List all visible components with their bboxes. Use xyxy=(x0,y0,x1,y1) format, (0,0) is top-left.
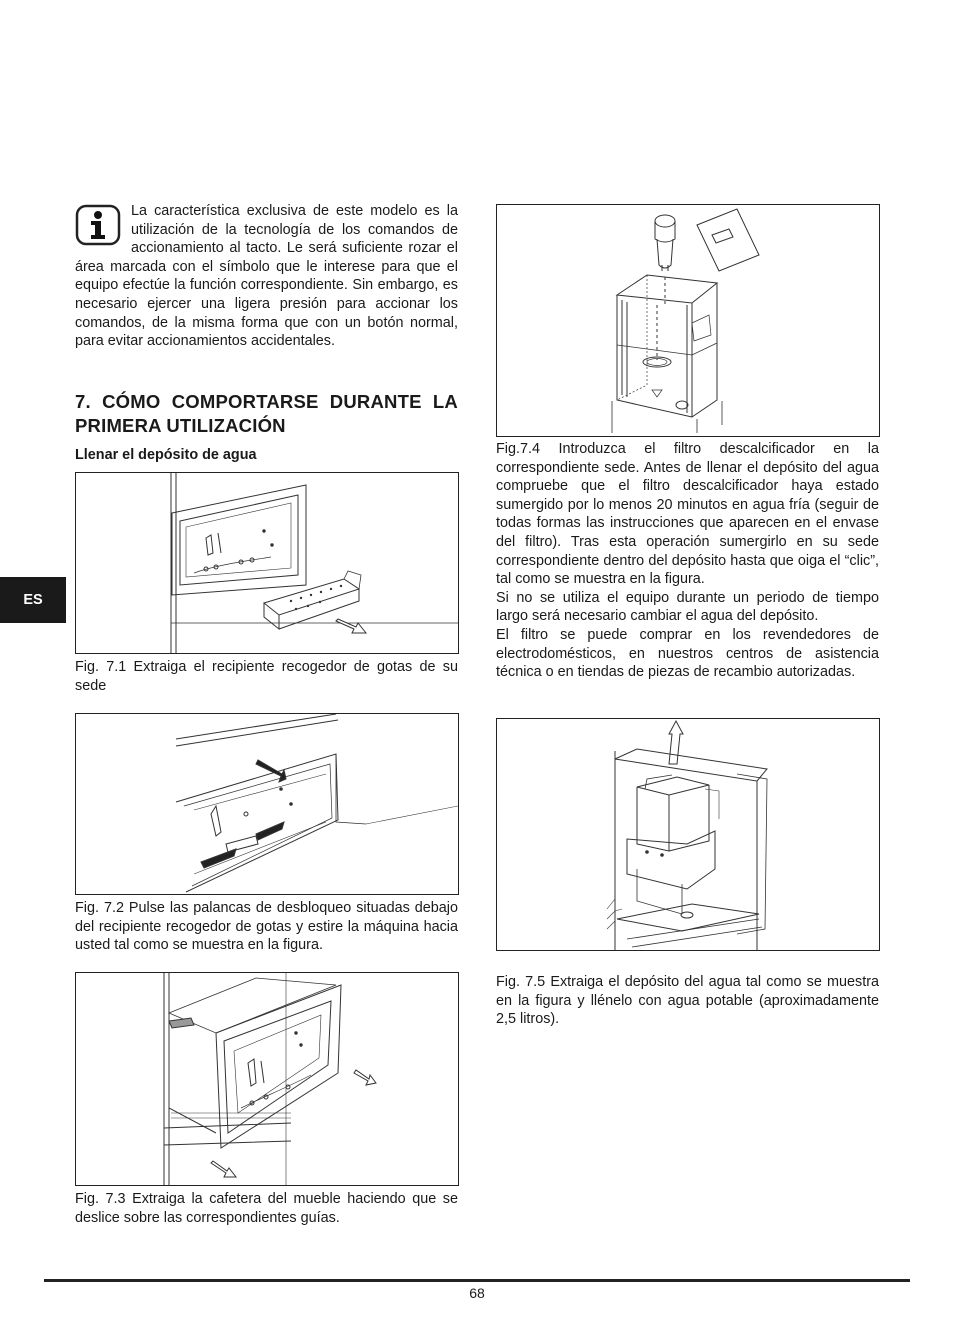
figure-7-4-caption xyxy=(496,440,879,682)
page-number: 68 xyxy=(469,1285,485,1301)
figure-7-4 xyxy=(496,204,880,437)
subheading: Llenar el depósito de agua xyxy=(75,447,257,463)
info-note xyxy=(75,202,458,351)
figure-7-4-caption-p1: Fig.7.4 Introduzca el filtro descalcificador en la correspondiente sede. Antes de llenar el depósito del agua compruebe que el filtro descalcificador haya estado sumergido por lo menos 20 minutos en agua fría (seguir de todas formas las instrucciones que aparecen en el envase del filtro). Tras esta operación sumergirlo en su sede correspondiente dentro del depósito hasta que oiga el “clic”, tal como se muestra en la figura. xyxy=(496,441,879,588)
figure-7-2-caption: Fig. 7.2 Pulse las palancas de desbloqueo situadas debajo del recipiente recogedor de gotas y estire la máquina hacia usted tal como se muestra en la figura. xyxy=(75,900,458,954)
footer-rule xyxy=(44,1279,910,1282)
info-note-text: La característica exclusiva de este modelo es la utilización de la tecnología de los comandos de accionamiento al tacto. Le será suficiente rozar el área marcada con el símbolo que le interese para que el equipo efectúe la función correspondiente. Sin embargo, es necesario ejercer una ligera presión para accionar los comandos, de la misma forma que con un botón normal, para evitar accionamientos accidentales. xyxy=(75,203,458,350)
language-tab xyxy=(0,577,66,623)
figure-7-2 xyxy=(75,713,459,895)
figure-7-5 xyxy=(496,718,880,951)
figure-7-1 xyxy=(75,472,459,654)
figure-7-3 xyxy=(75,972,459,1186)
section-title-line1: 7. CÓMO COMPORTARSE DURANTE LA xyxy=(75,391,458,412)
section-heading xyxy=(75,390,458,438)
figure-7-3-caption: Fig. 7.3 Extraiga la cafetera del mueble haciendo que se deslice sobre las correspondientes guías. xyxy=(75,1191,458,1226)
language-tab-label: ES xyxy=(23,592,43,608)
section-title-line2: PRIMERA UTILIZACIÓN xyxy=(75,415,286,436)
figure-7-5-caption: Fig. 7.5 Extraiga el depósito del agua tal como se muestra en la figura y llénelo con agua potable (aproximadamente 2,5 litros). xyxy=(496,974,879,1028)
figure-7-4-caption-p3: El filtro se puede comprar en los revendedores de electrodomésticos, en nuestros centros de asistencia técnica o en tiendas de piezas de recambio autorizadas. xyxy=(496,626,879,681)
figure-7-1-caption: Fig. 7.1 Extraiga el recipiente recogedor de gotas de su sede xyxy=(75,659,458,694)
figure-7-4-caption-p2: Si no se utiliza el equipo durante un periodo de tiempo largo será necesario cambiar el agua del depósito. xyxy=(496,589,879,625)
